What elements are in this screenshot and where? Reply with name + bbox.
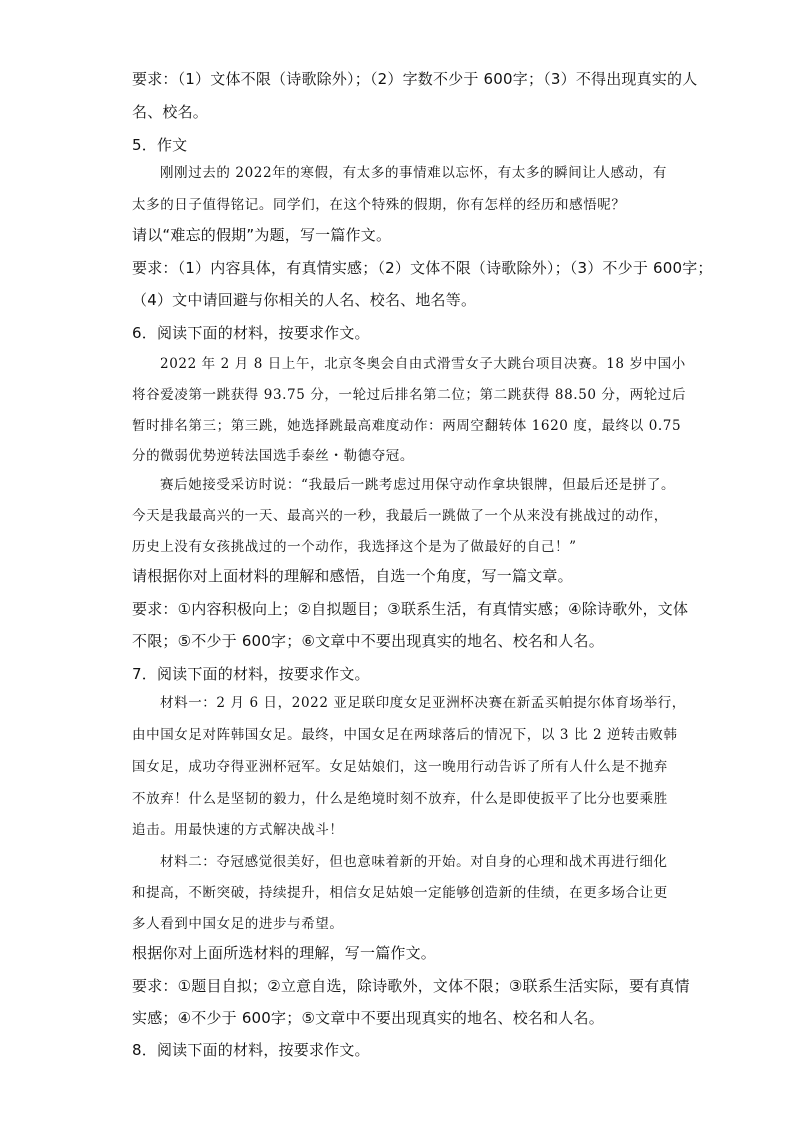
question-heading: 5．作文	[132, 136, 188, 154]
material-paragraph: 材料一：2 月 6 日，2022 亚足联印度女足亚洲杯决赛在新孟买帕提尔体育场举行，	[160, 695, 686, 711]
material-paragraph: 由中国女足对阵韩国女足。最终，中国女足在两球落后的情况下，以 3 比 2 逆转击败韩	[132, 727, 678, 743]
requirement-line: 要求：①内容积极向上；②自拟题目；③联系生活，有真情实感；④除诗歌外，文体	[132, 600, 689, 618]
material-paragraph: 历史上没有女孩挑战过的一个动作，我选择这个是为了做最好的自己！”	[132, 539, 577, 555]
prompt-paragraph: 太多的日子值得铭记。同学们，在这个特殊的假期，你有怎样的经历和感悟呢？	[132, 197, 626, 213]
question-heading: 8．阅读下面的材料，按要求作文。	[132, 1041, 370, 1059]
requirement-line: （4）文中请回避与你相关的人名、校名、地名等。	[132, 291, 477, 309]
requirement-line: 名、校名。	[132, 103, 209, 121]
material-paragraph: 今天是我最高兴的一天、最高兴的一秒，我最后一跳做了一个从来没有挑战过的动作，	[132, 508, 668, 524]
material-paragraph: 追击。用最快速的方式解决战斗！	[132, 822, 344, 838]
requirement-line: 要求：（1）文体不限（诗歌除外）；（2）字数不少于 600字；（3）不得出现真实的人	[132, 70, 698, 88]
requirement-line: 不限；⑤不少于 600字；⑥文章中不要出现真实的地名、校名和人名。	[132, 632, 604, 650]
material-paragraph: 不放弃！什么是坚韧的毅力，什么是绝境时刻不放弃，什么是即使扳平了比分也要乘胜	[132, 791, 668, 807]
material-paragraph: 暂时排名第三；第三跳，她选择跳最高难度动作：两周空翻转体 1620 度，最终以 0.75	[132, 418, 682, 434]
instruction-line: 根据你对上面所选材料的理解，写一篇作文。	[132, 944, 437, 962]
material-paragraph: 和提高，不断突破，持续提升，相信女足姑娘一定能够创造新的佳绩，在更多场合让更	[132, 885, 668, 901]
material-paragraph: 材料二：夺冠感觉很美好，但也意味着新的开始。对自身的心理和战术再进行细化	[160, 854, 668, 870]
instruction-line: 请以“难忘的假期”为题，写一篇作文。	[132, 226, 392, 244]
requirement-line: 要求：①题目自拟；②立意自选，除诗歌外，文体不限；③联系生活实际，要有真情	[132, 977, 690, 995]
prompt-paragraph: 刚刚过去的 2022年的寒假，有太多的事情难以忘怀，有太多的瞬间让人感动，有	[160, 165, 667, 181]
instruction-line: 请根据你对上面材料的理解和感悟，自选一个角度，写一篇文章。	[132, 567, 573, 585]
material-paragraph: 分的微弱优势逆转法国选手泰丝・勒德夺冠。	[132, 448, 414, 464]
material-paragraph: 将谷爱凌第一跳获得 93.75 分，一轮过后排名第二位；第二跳获得 88.50 分，两轮过后	[132, 387, 687, 403]
material-paragraph: 国女足，成功夺得亚洲杯冠军。女足姑娘们，这一晚用行动告诉了所有人什么是不抛弃	[132, 759, 668, 775]
material-paragraph: 多人看到中国女足的进步与希望。	[132, 916, 344, 932]
material-paragraph: 2022 年 2 月 8 日上午，北京冬奥会自由式滑雪女子大跳台项目决赛。18 岁中国小	[160, 356, 686, 372]
material-paragraph: 赛后她接受采访时说：“我最后一跳考虑过用保守动作拿块银牌，但最后还是拼了。	[160, 477, 676, 493]
question-heading: 7．阅读下面的材料，按要求作文。	[132, 665, 370, 683]
requirement-line: 要求：（1）内容具体，有真情实感；（2）文体不限（诗歌除外）；（3）不少于 600字；	[132, 259, 713, 277]
requirement-line: 实感；④不少于 600字；⑤文章中不要出现真实的地名、校名和人名。	[132, 1009, 604, 1027]
question-heading: 6．阅读下面的材料，按要求作文。	[132, 324, 370, 342]
